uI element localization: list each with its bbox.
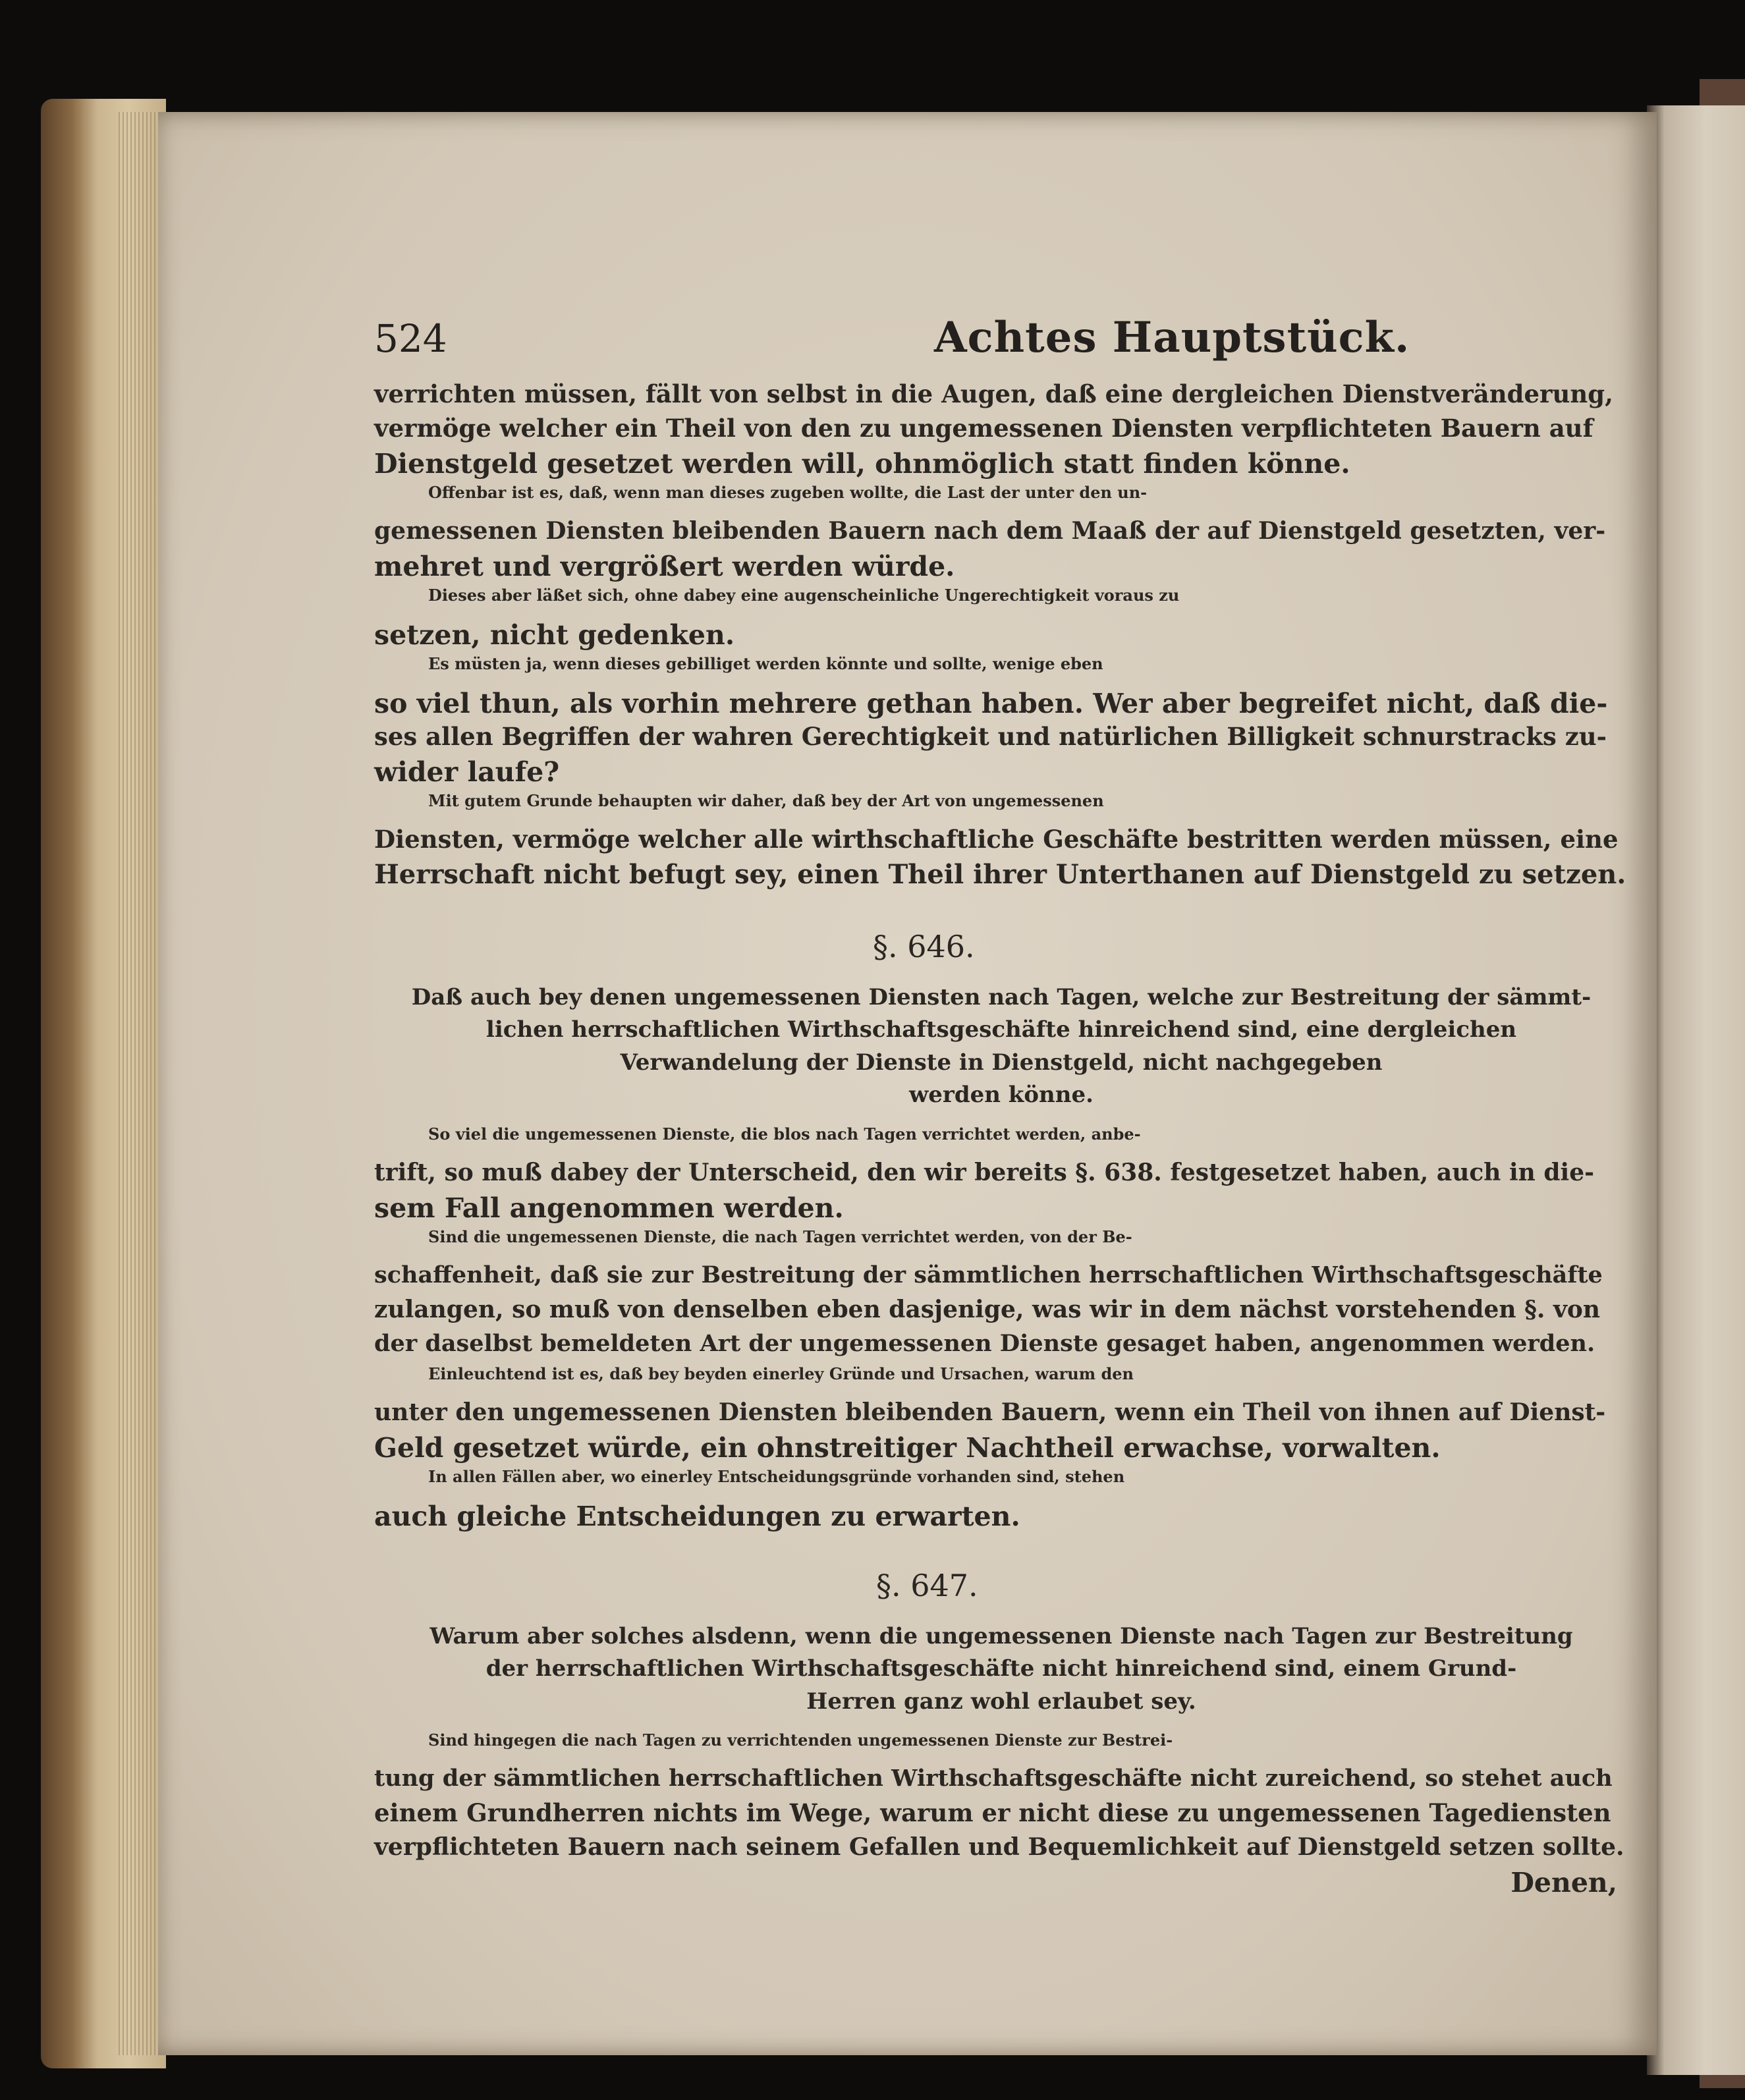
text-line: zulangen, so muß von denselben eben dasjenige, was wir in dem nächst vorstehenden §. von xyxy=(374,1296,1601,1323)
running-head: Achtes Hauptstück. xyxy=(934,313,1410,362)
section-mark-647: §. 647. xyxy=(876,1568,978,1603)
text-line: so viel thun, als vorhin mehrere gethan haben. Wer aber begreifet nicht, daß die- xyxy=(374,688,1608,719)
section-summary-647 xyxy=(389,1620,1614,1718)
text-line: vermöge welcher ein Theil von den zu ungemessenen Diensten verpflichteten Bauern auf xyxy=(374,414,1593,443)
summary-line: werden könne. xyxy=(909,1081,1094,1108)
text-line: setzen, nicht gedenken. xyxy=(374,619,735,651)
book-page xyxy=(158,112,1657,2055)
text-line: Dienstgeld gesetzet werden will, ohnmöglich statt finden könne. xyxy=(374,448,1350,480)
text-line: Dieses aber läßet sich, ohne dabey eine augenscheinliche Ungerechtigkeit voraus zu xyxy=(428,586,1180,605)
text-line: Einleuchtend ist es, daß bey beyden einerley Gründe und Ursachen, warum den xyxy=(428,1364,1134,1383)
text-line: In allen Fällen aber, wo einerley Entscheidungsgründe vorhanden sind, stehen xyxy=(428,1467,1125,1486)
catchword: Denen, xyxy=(1510,1867,1617,1898)
text-line: Es müsten ja, wenn dieses gebilliget werden könnte und sollte, wenige eben xyxy=(428,654,1103,673)
text-line: gemessenen Diensten bleibenden Bauern nach dem Maaß der auf Dienstgeld gesetzten, ver- xyxy=(374,517,1606,545)
right-page-edge xyxy=(1647,105,1745,2075)
text-line: verrichten müssen, fällt von selbst in die Augen, daß eine dergleichen Dienstveränderung, xyxy=(374,379,1614,408)
text-line: Offenbar ist es, daß, wenn man dieses zugeben wollte, die Last der unter den un- xyxy=(428,483,1148,502)
text-line: unter den ungemessenen Diensten bleibenden Bauern, wenn ein Theil von ihnen auf Dienst- xyxy=(374,1398,1606,1426)
text-line: trift, so muß dabey der Unterscheid, den wir bereits §. 638. festgesetzet haben, auch in die- xyxy=(374,1159,1595,1186)
text-line: auch gleiche Entscheidungen zu erwarten. xyxy=(374,1501,1020,1532)
text-line: Mit gutem Grunde behaupten wir daher, daß bey der Art von ungemessenen xyxy=(428,791,1104,810)
text-line: schaffenheit, daß sie zur Bestreitung der sämmtlichen herrschaftlichen Wirthschaftsgeschäfte xyxy=(374,1261,1603,1288)
summary-line: lichen herrschaftlichen Wirthschaftsgeschäfte hinreichend sind, eine dergleichen xyxy=(485,1016,1517,1043)
text-line: Sind die ungemessenen Dienste, die nach Tagen verrichtet werden, von der Be- xyxy=(428,1227,1132,1246)
text-line: tung der sämmtlichen herrschaftlichen Wirthschaftsgeschäfte nicht zureichend, so stehet auch xyxy=(374,1765,1613,1792)
text-line: Geld gesetzet würde, ein ohnstreitiger Nachtheil erwachse, vorwalten. xyxy=(374,1432,1441,1464)
text-line: Diensten, vermöge welcher alle wirthschaftliche Geschäfte bestritten werden müssen, eine xyxy=(374,825,1619,854)
text-line: verpflichteten Bauern nach seinem Gefallen und Bequemlichkeit auf Dienstgeld setzen sollte. xyxy=(374,1833,1624,1861)
text-line: einem Grundherren nichts im Wege, warum er nicht diese zu ungemessenen Tagediensten xyxy=(374,1798,1611,1827)
page-number: 524 xyxy=(374,316,447,361)
text-line: wider laufe? xyxy=(374,756,560,788)
summary-line: Verwandelung der Dienste in Dienstgeld, nicht nachgegeben xyxy=(620,1049,1383,1076)
text-line: mehret und vergrößert werden würde. xyxy=(374,551,955,582)
text-line: sem Fall angenommen werden. xyxy=(374,1192,844,1224)
text-line: der daselbst bemeldeten Art der ungemessenen Dienste gesaget haben, angenommen werden. xyxy=(374,1330,1595,1357)
section-mark-646: §. 646. xyxy=(873,929,975,964)
text-line: Herrschaft nicht befugt sey, einen Theil ihrer Unterthanen auf Dienstgeld zu setzen. xyxy=(374,859,1626,890)
page-text xyxy=(158,112,1657,2055)
text-line: ses allen Begriffen der wahren Gerechtigkeit und natürlichen Billigkeit schnurstracks zu- xyxy=(374,722,1607,751)
summary-line: Daß auch bey denen ungemessenen Diensten nach Tagen, welche zur Bestreitung der sämmt- xyxy=(411,984,1592,1010)
summary-line: Herren ganz wohl erlaubet sey. xyxy=(806,1688,1196,1715)
section-summary-646 xyxy=(389,981,1614,1111)
summary-line: Warum aber solches alsdenn, wenn die ungemessenen Dienste nach Tagen zur Bestreitung xyxy=(429,1623,1573,1649)
text-line: Sind hingegen die nach Tagen zu verrichtenden ungemessenen Dienste zur Bestrei- xyxy=(428,1730,1173,1750)
summary-line: der herrschaftlichen Wirthschaftsgeschäfte nicht hinreichend sind, einem Grund- xyxy=(485,1655,1517,1682)
text-line: So viel die ungemessenen Dienste, die blos nach Tagen verrichtet werden, anbe- xyxy=(428,1124,1141,1144)
